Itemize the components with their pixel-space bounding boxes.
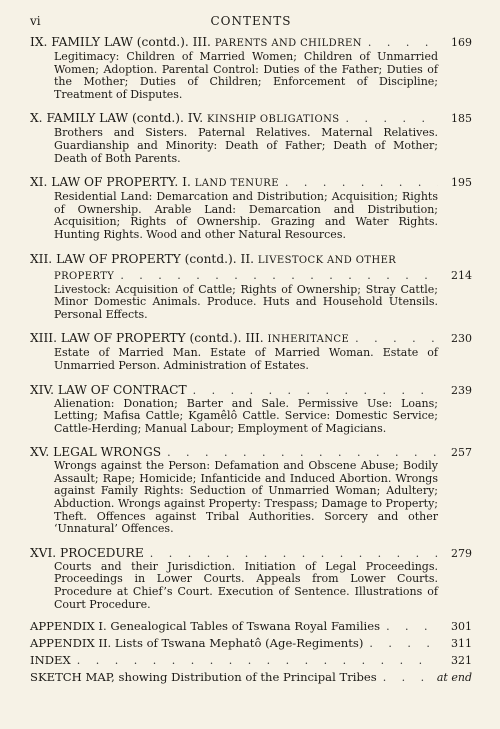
chapter-numeral: XV. xyxy=(30,445,50,460)
page-ref: at end xyxy=(436,671,472,685)
toc-entry-x[interactable] xyxy=(30,111,472,165)
chapter-subtitle: KINSHIP OBLIGATIONS xyxy=(207,114,340,126)
leader-dots xyxy=(362,35,438,50)
toc-heading xyxy=(30,252,472,268)
leader-dots xyxy=(339,111,438,126)
chapter-title: LAW OF CONTRACT xyxy=(57,382,187,397)
page-ref: 279 xyxy=(451,546,472,560)
leader-dots xyxy=(279,175,438,190)
page-number: vi xyxy=(30,14,41,28)
toc-heading xyxy=(30,331,472,347)
chapter-description: Wrongs against the Person: Defamation and Obscene Abuse; Bodily Assault; Rape; Homicide; Infanticide and Induced Abortion. Wrongs against Family Rights: Seduction of Unmarried Woman; Adultery; Abduction. Wrongs against Property: Trespass; Damage to Property; Theft. Offences against Tribal Authorities. Sorcery and other ‘Unnatural’ Offences. xyxy=(54,459,438,536)
sketch-map-title: SKETCH MAP, showing Distribution of the Principal Tribes xyxy=(30,670,377,685)
chapter-description: Alienation: Donation; Barter and Sale. Permissive Use: Loans; Letting; Mafisa Cattle; Kgamêlô Cattle. Service: Domestic Service; Cattle-Herding; Manual Labour; Employment of Magicians. xyxy=(54,396,438,435)
toc-entry-xiv[interactable] xyxy=(30,383,472,436)
chapter-description: Legitimacy: Children of Married Women; Children of Unmarried Women; Adoption. Parental Control: Duties of the Father; Duties of the Mother; Duties of Children; Enforcement of Discipline; Treatment of Disputes. xyxy=(54,50,438,101)
chapter-title: FAMILY LAW (contd.). IV. xyxy=(46,111,204,126)
index-title: INDEX xyxy=(30,653,71,668)
leader-dots xyxy=(380,618,438,635)
leader-dots xyxy=(144,546,438,561)
leader-dots xyxy=(71,652,438,669)
chapter-numeral: IX. xyxy=(30,35,48,49)
index-entry[interactable] xyxy=(30,652,472,669)
toc-entry-xi[interactable] xyxy=(30,175,472,241)
chapter-subtitle: LIVESTOCK AND OTHER xyxy=(257,254,397,266)
leader-dots xyxy=(363,635,438,652)
leader-dots xyxy=(187,383,438,398)
chapter-title: LEGAL WRONGS xyxy=(53,445,162,460)
page-ref: 321 xyxy=(451,654,472,668)
page-ref: 301 xyxy=(451,620,472,634)
toc-heading xyxy=(30,175,472,191)
chapter-title: FAMILY LAW (contd.). III. xyxy=(51,35,211,49)
leader-dots xyxy=(161,445,438,460)
page-title: CONTENTS xyxy=(210,14,292,28)
page-ref: 185 xyxy=(451,112,472,126)
toc-entry-xv[interactable] xyxy=(30,445,472,536)
page-ref: 169 xyxy=(451,36,472,49)
sketch-map-entry[interactable] xyxy=(30,669,472,686)
toc-entry-ix[interactable] xyxy=(30,35,472,101)
chapter-numeral: XII. xyxy=(30,251,53,266)
appendix-title: APPENDIX II. Lists of Tswana Mephatô (Age-Regiments) xyxy=(30,636,364,651)
chapter-title: LAW OF PROPERTY (contd.). II. xyxy=(56,251,255,266)
appendix-title: APPENDIX I. Genealogical Tables of Tswana Royal Families xyxy=(30,619,381,634)
toc-heading xyxy=(30,35,472,51)
chapter-description: Residential Land: Demarcation and Distribution; Acquisition; Rights of Ownership. Arable Land: Demarcation and Distribution; Acquisition; Rights of Ownership. Grazing and Water Rights. Hunting Rights. Wood and other Natural Resources. xyxy=(54,190,438,241)
toc-entry-xvi[interactable] xyxy=(30,546,472,611)
chapter-description: Livestock: Acquisition of Cattle; Rights of Ownership; Stray Cattle; Minor Domestic Animals. Produce. Huts and Household Utensils. Personal Effects. xyxy=(54,282,438,321)
chapter-numeral: XVI. xyxy=(30,545,57,560)
chapter-numeral: XI. xyxy=(30,175,48,190)
leader-dots xyxy=(114,268,438,283)
page-ref: 311 xyxy=(451,637,472,651)
chapter-numeral: XIV. xyxy=(30,382,55,397)
toc-heading xyxy=(30,111,472,127)
page-ref: 214 xyxy=(451,268,472,282)
chapter-numeral: X. xyxy=(30,111,43,126)
chapter-numeral: XIII. xyxy=(30,331,57,346)
chapter-subtitle: INHERITANCE xyxy=(267,334,350,346)
appendix-list xyxy=(30,618,472,686)
chapter-title: PROCEDURE xyxy=(60,545,144,560)
page-ref: 230 xyxy=(451,332,472,346)
chapter-description: Brothers and Sisters. Paternal Relatives. Maternal Relatives. Guardianship and Minority: Death of Father; Death of Mother; Death of Both Parents. xyxy=(54,126,438,165)
chapter-description: Estate of Married Man. Estate of Married Woman. Estate of Unmarried Person. Administration of Estates. xyxy=(54,346,438,372)
toc-entry-xii[interactable] xyxy=(30,252,472,322)
toc-heading xyxy=(30,445,472,460)
appendix-entry[interactable] xyxy=(30,618,472,635)
chapter-subtitle: LAND TENURE xyxy=(194,178,279,190)
toc-entry-xiii[interactable] xyxy=(30,331,472,372)
leader-dots xyxy=(349,331,438,346)
page-header xyxy=(30,14,472,32)
page-ref: 195 xyxy=(451,176,472,190)
toc-heading-continued xyxy=(30,268,472,284)
chapter-subtitle: PARENTS AND CHILDREN xyxy=(214,38,362,49)
chapter-title: LAW OF PROPERTY (contd.). III. xyxy=(60,331,264,346)
leader-dots xyxy=(377,669,424,686)
toc-heading xyxy=(30,546,472,561)
chapter-subtitle-cont: PROPERTY xyxy=(54,270,115,282)
toc-heading xyxy=(30,383,472,398)
chapter-title: LAW OF PROPERTY. I. xyxy=(51,175,191,190)
chapter-description: Courts and their Jurisdiction. Initiation of Legal Proceedings. Proceedings in Lower Courts. Appeals from Lower Courts. Procedure at Chief’s Court. Execution of Sentence. Illustrations of Court Procedure. xyxy=(54,559,438,611)
page-ref: 239 xyxy=(451,383,472,397)
page-ref: 257 xyxy=(451,446,472,460)
appendix-entry[interactable] xyxy=(30,635,472,652)
